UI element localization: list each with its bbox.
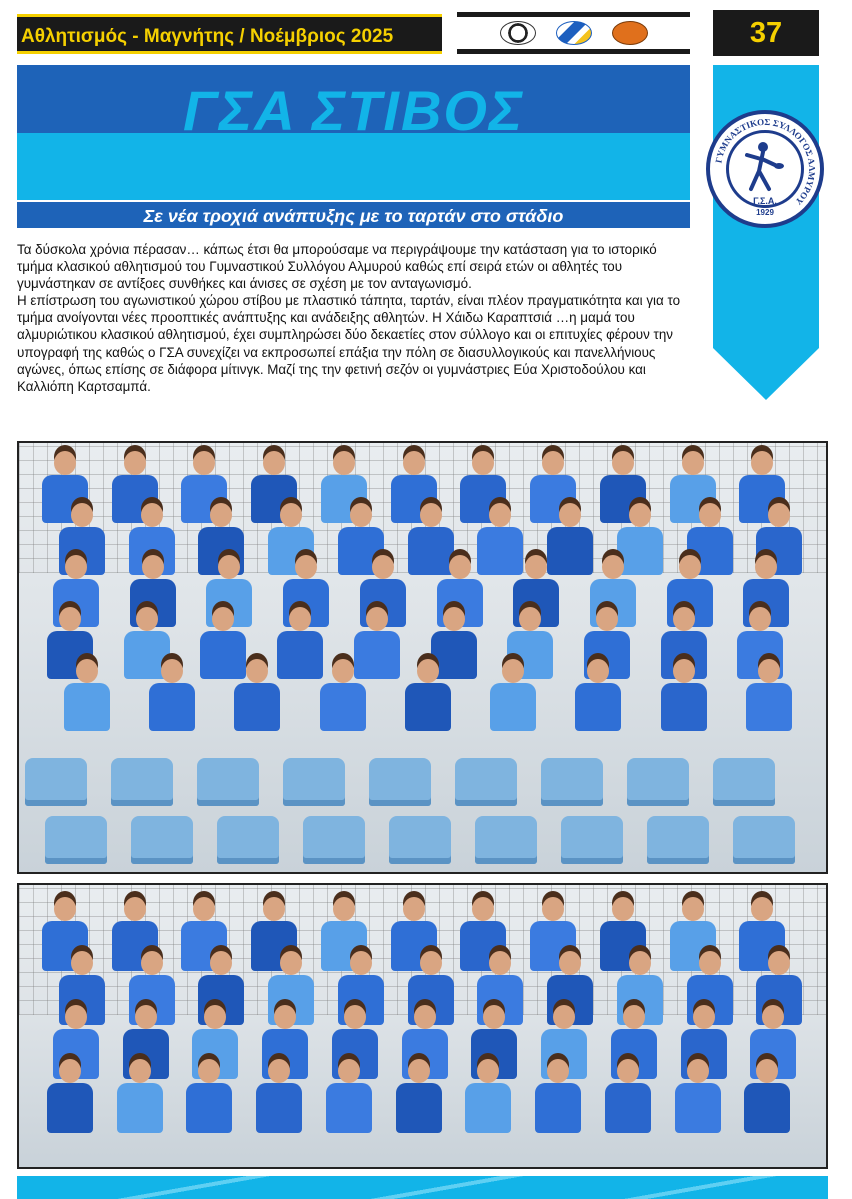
athlete-figure xyxy=(602,1059,654,1133)
club-logo-year: 1929 xyxy=(756,208,774,217)
athlete-figure xyxy=(146,659,198,731)
team-photo-2 xyxy=(17,883,828,1169)
athlete-figure xyxy=(462,1059,514,1133)
stadium-seat xyxy=(303,816,365,864)
stadium-seat xyxy=(369,758,431,806)
article-subtitle: Σε νέα τροχιά ανάπτυξης με το ταρτάν στο στάδιο xyxy=(17,200,690,228)
stadium-seat xyxy=(733,816,795,864)
sport-icons-strip xyxy=(457,12,690,54)
stadium-seat xyxy=(131,816,193,864)
athlete-figure xyxy=(572,659,624,731)
stadium-seat xyxy=(45,816,107,864)
soccer-ball-icon xyxy=(500,21,536,45)
stadium-seat xyxy=(647,816,709,864)
running-track-strip xyxy=(17,1176,828,1199)
athlete-figure xyxy=(44,1059,96,1133)
article-paragraph-1: Τα δύσκολα χρόνια πέρασαν… κάπως έτσι θα μπορούσαμε να περιγράψουμε την κατάσταση για το ιστορικό τμήμα κλασικού αθλητισμού του Γυμναστικού Συλλόγου Αλμυρού καθώς επί σειρά ετών οι αθλητές του γυμνάστηκαν σε αντίξοες συνθήκες και άνισες σε σχέση με τον ανταγωνισμό. xyxy=(17,242,657,292)
athlete-figure xyxy=(743,659,795,731)
athlete-figure xyxy=(323,1059,375,1133)
athlete-figure xyxy=(231,659,283,731)
stadium-seat xyxy=(541,758,603,806)
athlete-figure xyxy=(402,659,454,731)
page-number: 37 xyxy=(713,10,819,56)
stadium-seat xyxy=(197,758,259,806)
athlete-figure xyxy=(393,1059,445,1133)
stadium-seat xyxy=(713,758,775,806)
athlete-figure xyxy=(532,1059,584,1133)
volleyball-icon xyxy=(556,21,592,45)
stadium-seat xyxy=(25,758,87,806)
stadium-seat xyxy=(217,816,279,864)
stadium-seat xyxy=(389,816,451,864)
athlete-figure xyxy=(672,1059,724,1133)
club-logo xyxy=(706,110,824,228)
club-logo-abbr: Γ.Σ.Α. xyxy=(753,196,777,206)
stadium-seat xyxy=(283,758,345,806)
stadium-seat xyxy=(561,816,623,864)
article-body xyxy=(17,241,693,395)
athlete-figure xyxy=(658,659,710,731)
article-title: ΓΣΑ ΣΤΙΒΟΣ xyxy=(182,79,524,142)
athlete-figure xyxy=(61,659,113,731)
stadium-seat xyxy=(475,816,537,864)
article-paragraph-2: Η επίστρωση του αγωνιστικού χώρου στίβου με πλαστικό τάπητα, ταρτάν, είναι πλέον πραγματικότητα και για το τμήμα ανοίγονται νέες προοπτικές ανάπτυξης και ανάδειξης αθλητών. Η Χάιδω Καραπτσιά …η μαμά του αλμυριώτικου κλασικού αθλητισμού, έχει συμπληρώσει δύο δεκαετίες στον σύλλογο και οι επιτυχίες φέρουν την υπογραφή της καθώς ο ΓΣΑ συνεχίζει να εκπροσωπεί επάξια την πόλη σε διασυλλογικούς και πανελλήνιους αγώνες, όπως επίσης σε διάφορα μίτινγκ. Μαζί της την φετινή σεζόν οι γυμνάστριες Εύα Χριστοδούλου και Καλλιόπη Καρτσαμπά. xyxy=(17,293,681,394)
athlete-figure xyxy=(741,1059,793,1133)
stadium-seat xyxy=(627,758,689,806)
athlete-figure xyxy=(317,659,369,731)
team-photo-1 xyxy=(17,441,828,874)
section-header-title: Αθλητισμός - Μαγνήτης / Νοέμβριος 2025 xyxy=(17,14,442,54)
stadium-seat xyxy=(455,758,517,806)
athlete-figure xyxy=(487,659,539,731)
basketball-icon xyxy=(612,21,648,45)
athlete-figure xyxy=(183,1059,235,1133)
svg-text:ΓΥΜΝΑΣΤΙΚΟΣ ΣΥΛΛΟΓΟΣ ΑΛΜΥΡΟΥ: ΓΥΜΝΑΣΤΙΚΟΣ ΣΥΛΛΟΓΟΣ ΑΛΜΥΡΟΥ xyxy=(713,116,818,207)
discus-figure-icon xyxy=(729,133,801,205)
stadium-seat xyxy=(111,758,173,806)
athlete-figure xyxy=(114,1059,166,1133)
athlete-figure xyxy=(253,1059,305,1133)
